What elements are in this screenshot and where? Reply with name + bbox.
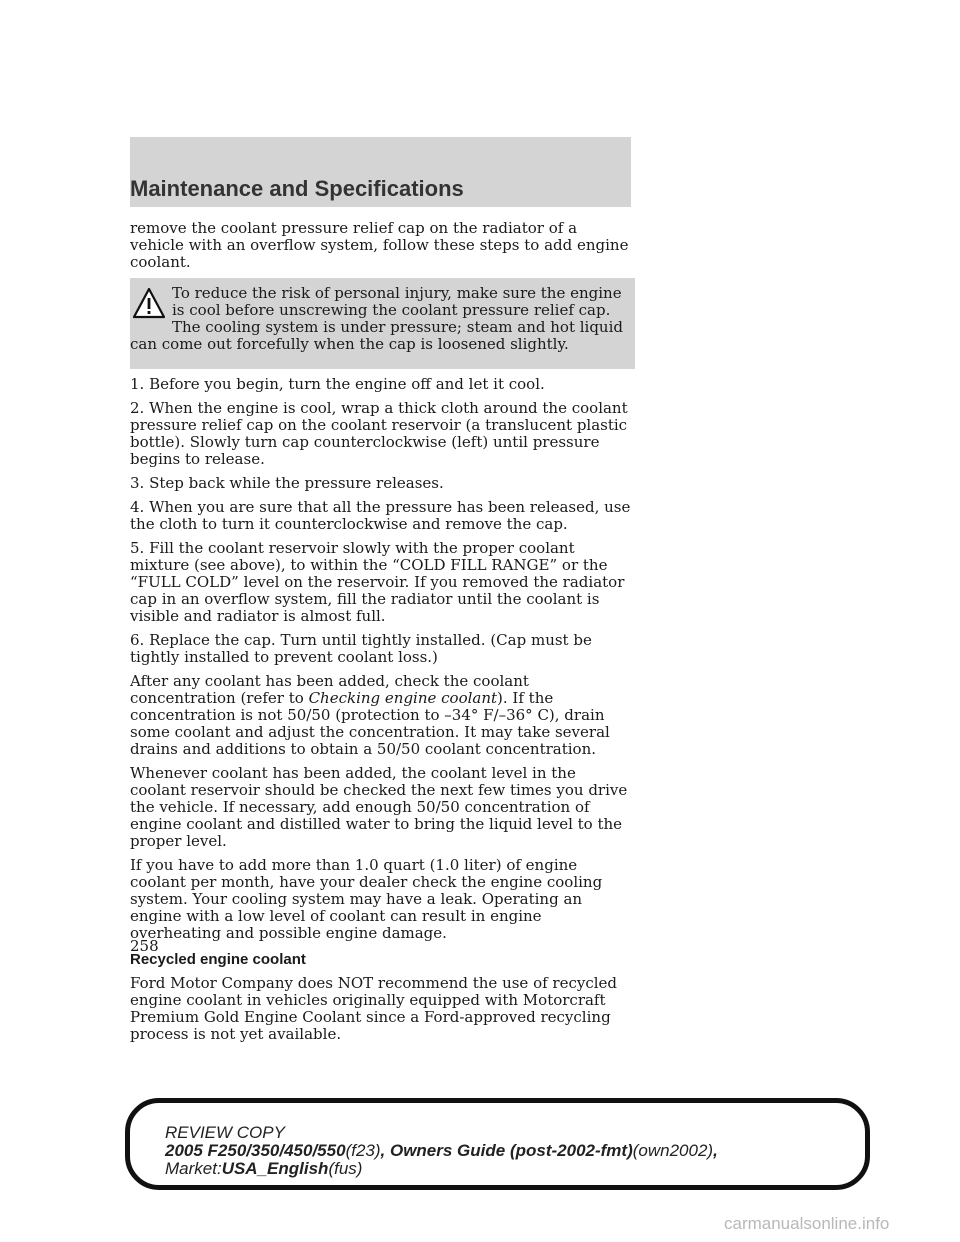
after-added-text-rest: ). If the concentration is not 50/50 (protection to –34° F/–36° C), drain some coolant and adjust the concentration. It may take several drains and additions to obtain a 50/50 coolant concentration.: [130, 689, 610, 758]
review-market-label: Market:: [165, 1159, 222, 1178]
step-item: 1. Before you begin, turn the engine off and let it cool.: [130, 375, 545, 393]
after-added-text: After any coolant has been added, check the coolant concentration (refer to: [130, 672, 529, 707]
review-line-2: [165, 1142, 865, 1160]
review-copy-text: [165, 1124, 865, 1178]
review-comma: ,: [713, 1141, 718, 1160]
review-line-3: [165, 1160, 865, 1178]
warning-triangle-icon: [132, 286, 166, 320]
review-guide-code: (own2002): [632, 1141, 714, 1160]
cross-reference: Checking engine coolant: [308, 689, 498, 707]
step-item: 3. Step back while the pressure releases.: [130, 474, 444, 492]
warning-box: [130, 278, 635, 369]
step-item: 5. Fill the coolant reservoir slowly with the proper coolant mixture (see above), to within the “COLD FILL RANGE” or the “FULL COLD” level on the reservoir. If you removed the radiator cap in an overflow system, fill the radiator until the coolant is visible and radiator is almost full.: [130, 539, 625, 625]
review-market: USA_English: [221, 1159, 329, 1178]
watermark: carmanualsonline.info: [724, 1214, 890, 1233]
intro-paragraph: remove the coolant pressure relief cap on the radiator of a vehicle with an overflow system, follow these steps to add engine coolant.: [130, 219, 629, 271]
review-model-code: (f23): [345, 1141, 381, 1160]
whenever-paragraph: Whenever coolant has been added, the coolant level in the coolant reservoir should be checked the next few times you drive the vehicle. If necessary, add enough 50/50 concentration of engine coolant and distilled water to bring the liquid level to the proper level.: [130, 764, 628, 850]
recycled-heading: Recycled engine coolant: [130, 951, 306, 968]
page-number: 258: [130, 937, 159, 955]
review-market-code: (fus): [328, 1159, 363, 1178]
review-model: 2005 F250/350/450/550: [165, 1141, 346, 1160]
warning-text: To reduce the risk of personal injury, make sure the engine is cool before unscrewing the coolant pressure relief cap. The cooling system is under pressure; steam and hot liquid can come out forcefully when the cap is loosened slightly.: [130, 284, 623, 353]
step-item: 4. When you are sure that all the pressure has been released, use the cloth to turn it counterclockwise and remove the cap.: [130, 498, 631, 533]
review-guide: , Owners Guide (post-2002-fmt): [380, 1141, 633, 1160]
if-more-paragraph: If you have to add more than 1.0 quart (1.0 liter) of engine coolant per month, have your dealer check the engine cooling system. Your cooling system may have a leak. Operating an engine with a low level of coolant can result in engine overheating and possible engine damage.: [130, 856, 603, 942]
page-content: [130, 220, 635, 1050]
review-line-1: REVIEW COPY: [165, 1123, 285, 1142]
step-item: 6. Replace the cap. Turn until tightly installed. (Cap must be tightly installed to prevent coolant loss.): [130, 631, 592, 666]
after-added-paragraph: [130, 673, 635, 758]
section-title: Maintenance and Specifications: [130, 176, 464, 201]
recycled-paragraph: Ford Motor Company does NOT recommend the use of recycled engine coolant in vehicles originally equipped with Motorcraft Premium Gold Engine Coolant since a Ford-approved recycling process is not yet available.: [130, 974, 618, 1043]
step-item: 2. When the engine is cool, wrap a thick cloth around the coolant pressure relief cap on the coolant reservoir (a translucent plastic bottle). Slowly turn cap counterclockwise (left) until pressure begins to release.: [130, 399, 628, 468]
